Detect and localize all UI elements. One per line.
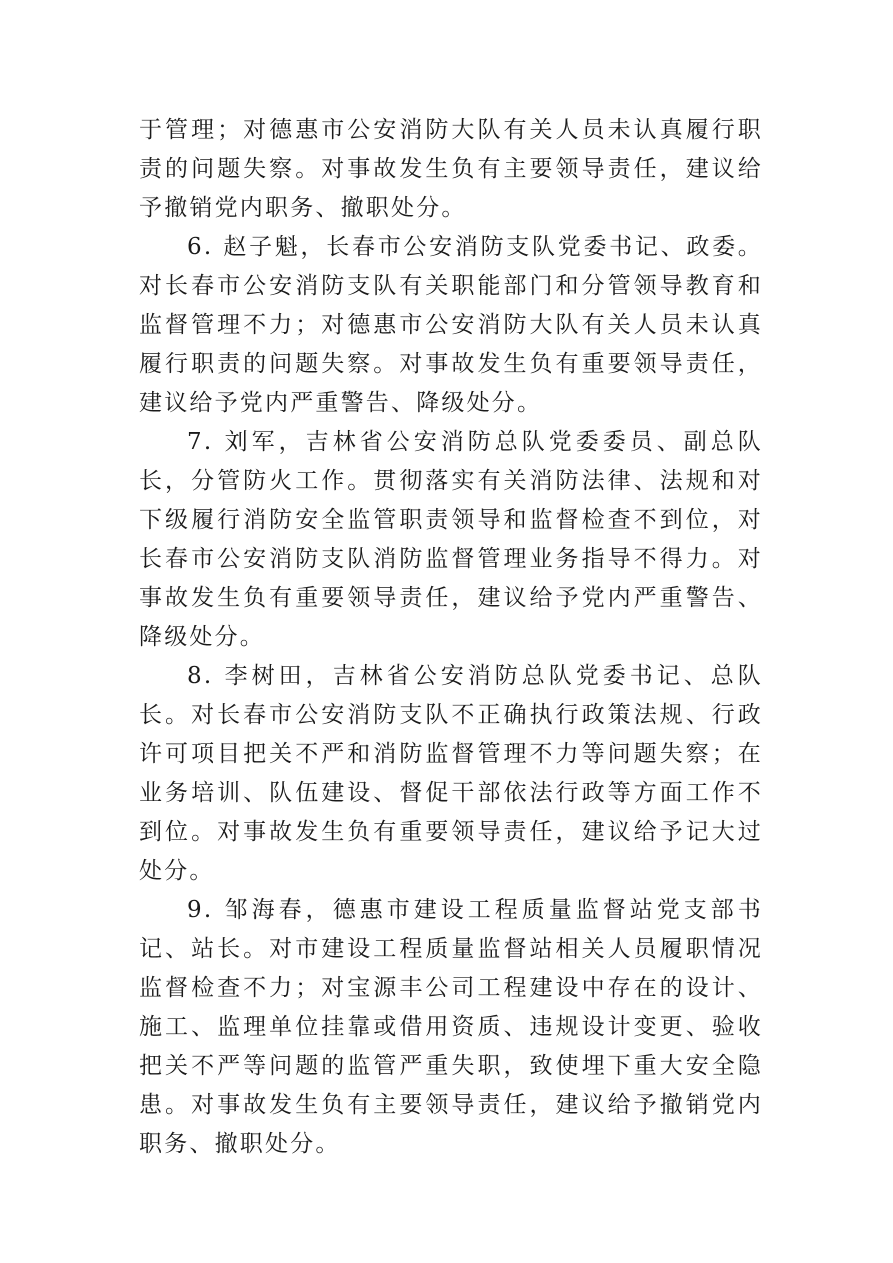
paragraph-item-6: 6. 赵子魁，长春市公安消防支队党委书记、政委。对长春市公安消防支队有关职能部门和分管领导教育和监督管理不力；对德惠市公安消防大队有关人员未认真履行职责的问题失察。对事故发生负有重要领导责任，建议给予党内严重警告、降级处分。 — [139, 234, 763, 416]
document-body — [139, 111, 763, 1164]
paragraph-continuation: 于管理；对德惠市公安消防大队有关人员未认真履行职责的问题失察。对事故发生负有主要领导责任，建议给予撤销党内职务、撤职处分。 — [139, 117, 763, 221]
paragraph-item-9: 9. 邹海春，德惠市建设工程质量监督站党支部书记、站长。对市建设工程质量监督站相关人员履职情况监督检查不力；对宝源丰公司工程建设中存在的设计、施工、监理单位挂靠或借用资质、违规设计变更、验收把关不严等问题的监管严重失职，致使埋下重大安全隐患。对事故发生负有主要领导责任，建议给予撤销党内职务、撤职处分。 — [139, 897, 763, 1157]
paragraph-item-7: 7. 刘军，吉林省公安消防总队党委委员、副总队长，分管防火工作。贯彻落实有关消防法律、法规和对下级履行消防安全监管职责领导和监督检查不到位，对长春市公安消防支队消防监督管理业务指导不得力。对事故发生负有重要领导责任，建议给予党内严重警告、降级处分。 — [139, 429, 763, 650]
paragraph-item-8: 8. 李树田，吉林省公安消防总队党委书记、总队长。对长春市公安消防支队不正确执行政策法规、行政许可项目把关不严和消防监督管理不力等问题失察；在业务培训、队伍建设、督促干部依法行政等方面工作不到位。对事故发生负有重要领导责任，建议给予记大过处分。 — [139, 663, 763, 884]
